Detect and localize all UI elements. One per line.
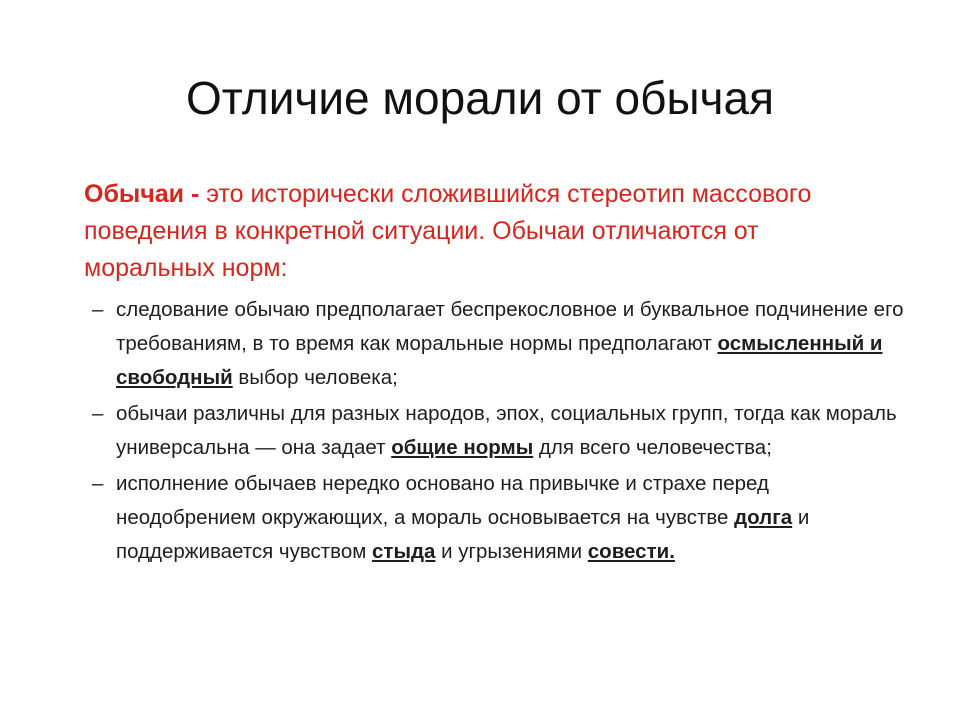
bullet-dash: – xyxy=(92,472,104,495)
bullet-text: выбор человека; xyxy=(232,366,398,389)
bullet-dash: – xyxy=(92,298,104,321)
definition-text: это исторически сложившийся стереотип массового поведения в конкретной ситуации. Обычаи отличаются от моральных норм: xyxy=(84,180,812,282)
list-item xyxy=(92,397,912,465)
bullet-text: и поддерживается чувством xyxy=(116,506,810,563)
bullet-text: для всего человечества; xyxy=(533,436,772,459)
definition-term: Обычаи - xyxy=(84,180,200,208)
bullet-dash: – xyxy=(92,402,104,425)
list-item xyxy=(92,467,912,569)
emphasis-text: долга xyxy=(734,506,793,529)
emphasis-text: общие нормы xyxy=(391,436,534,459)
list-item xyxy=(92,293,912,395)
differences-list xyxy=(92,293,912,569)
emphasis-text: совести. xyxy=(587,540,675,563)
emphasis-text: стыда xyxy=(372,540,436,563)
bullet-text: обычаи различны для разных народов, эпох, социальных групп, тогда как мораль универсальна — она задает xyxy=(116,402,897,459)
emphasis-text: осмысленный и свободный xyxy=(116,332,883,389)
definition-paragraph xyxy=(84,176,844,287)
bullet-text: и угрызениями xyxy=(435,540,588,563)
bullet-text: исполнение обычаев нередко основано на привычке и страхе перед неодобрением окружающих, а мораль основывается на чувстве xyxy=(116,472,769,529)
bullet-text: следование обычаю предполагает беспрекословное и буквальное подчинение его требованиям, в то время как моральные нормы предполагают xyxy=(116,298,904,355)
slide-title: Отличие морали от обычая xyxy=(186,72,774,124)
